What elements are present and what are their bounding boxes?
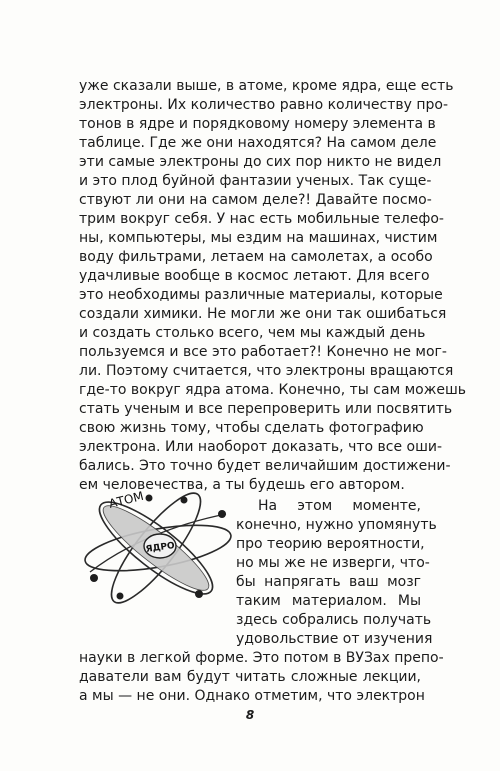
text-line: уже сказали выше, в атоме, кроме ядра, еще есть — [79, 78, 454, 94]
page-number: 8 — [245, 708, 255, 722]
text-line: ствуют ли они на самом деле?! Давайте посмо- — [79, 192, 432, 208]
nucleus-label: ЯДРО — [145, 540, 176, 555]
atom-label: АТОМ — [107, 488, 146, 511]
text-line: конечно, нужно упомянуть — [236, 517, 437, 533]
text-line: таблице. Где же они находятся? На самом деле — [79, 135, 437, 151]
text-line: и это плод буйной фантазии ученых. Так суще- — [79, 173, 432, 189]
text-line: ем человечества, а ты будешь его автором. — [79, 477, 405, 493]
text-line: свою жизнь тому, чтобы сделать фотографию — [79, 420, 424, 436]
electron — [146, 495, 153, 502]
text-line: стать ученым и все перепроверить или посвятить — [79, 401, 453, 417]
text-line: где-то вокруг ядра атома. Конечно, ты сам можешь — [79, 382, 467, 398]
text-line: ны, компьютеры, мы ездим на машинах, чистим — [79, 230, 438, 246]
text-line: создали химики. Не могли же они так ошибаться — [79, 306, 447, 322]
text-line: а мы — не они. Однако отметим, что электрон — [79, 688, 425, 704]
text-line: удовольствие от изучения — [236, 631, 433, 647]
text-line: эти самые электроны до сих пор никто не видел — [79, 154, 442, 170]
text-line: таким материалом. Мы — [236, 593, 421, 609]
text-line: это необходимы различные материалы, которые — [79, 287, 443, 303]
text-line: ли. Поэтому считается, что электроны вращаются — [79, 363, 454, 379]
text-line: удачливые вообще в космос летают. Для всего — [79, 268, 430, 284]
electron — [181, 497, 188, 504]
electron — [117, 593, 124, 600]
text-line: здесь собрались получать — [236, 612, 432, 628]
text-line: но мы же не изверги, что- — [236, 555, 430, 571]
text-line: воду фильтрами, летаем на самолетах, а особо — [79, 249, 433, 265]
text-line: электроны. Их количество равно количеству про- — [79, 97, 449, 113]
electron — [218, 510, 226, 518]
text-line: про теорию вероятности, — [236, 536, 425, 552]
text-line: даватели вам будут читать сложные лекции, — [79, 669, 421, 685]
text-line: трим вокруг себя. У нас есть мобильные телефо- — [79, 211, 444, 227]
text-line: тонов в ядре и порядковому номеру элемента в — [79, 116, 436, 132]
text-line: науки в легкой форме. Это потом в ВУЗах препо- — [79, 650, 444, 666]
text-line: пользуемся и все это работает?! Конечно не мог- — [79, 344, 447, 360]
electron — [195, 590, 203, 598]
electron — [90, 574, 98, 582]
text-line: и создать столько всего, чем мы каждый день — [79, 325, 426, 341]
text-line: бались. Это точно будет величайшим достижени- — [79, 458, 451, 474]
text-line: На этом моменте, — [258, 498, 421, 514]
atom-illustration — [76, 474, 236, 619]
text-line: электрона. Или наоборот доказать, что все оши- — [79, 439, 443, 455]
text-line: бы напрягать ваш мозг — [236, 574, 421, 590]
